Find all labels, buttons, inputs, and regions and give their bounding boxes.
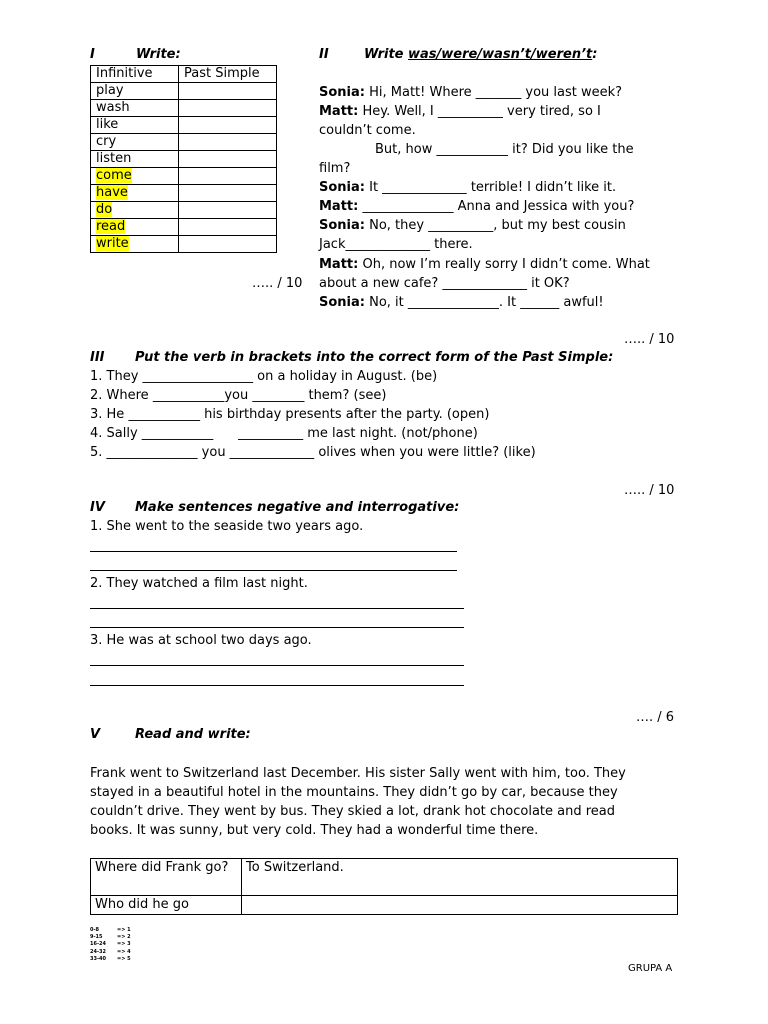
dialogue-line — [319, 179, 616, 196]
grading-range: 16-24 — [90, 941, 106, 948]
verb-infinitive — [91, 151, 179, 168]
verb-infinitive — [91, 202, 179, 219]
verb-infinitive-text: come — [96, 168, 132, 183]
verb-infinitive-text: like — [96, 117, 119, 132]
dialogue-text: But, how ___________ it? Did you like the — [375, 142, 634, 157]
dialogue-speaker: Sonia: — [319, 180, 365, 195]
section4-numeral: IV — [90, 500, 105, 515]
grading-grade: => 2 — [117, 934, 131, 941]
section3-item: 2. Where ___________you ________ them? (see) — [90, 388, 387, 403]
grading-range: 33-40 — [90, 955, 106, 962]
section4-item: 1. She went to the seaside two years ago. — [90, 519, 364, 534]
verb-infinitive — [91, 117, 179, 134]
grading-grade: => 5 — [117, 955, 131, 962]
verb-infinitive — [91, 134, 179, 151]
group-label: GRUPA A — [628, 963, 673, 974]
section3-title: Put the verb in brackets into the correct form of the Past Simple: — [135, 350, 614, 365]
paragraph-line: couldn’t drive. They went by bus. They skied a lot, drank hot chocolate and read — [90, 804, 616, 819]
section1-numeral: I — [90, 47, 95, 62]
dialogue-line — [375, 141, 634, 158]
dialogue-text: Hey. Well, I __________ very tired, so I — [358, 104, 601, 119]
grading-key-row — [90, 949, 131, 956]
dialogue-line — [319, 160, 350, 177]
answer-line[interactable] — [90, 685, 464, 686]
qa-answer[interactable]: To Switzerland. — [242, 859, 678, 896]
verb-past-simple-answer[interactable] — [179, 202, 277, 219]
dialogue-text: Oh, now I’m really sorry I didn’t come. What — [358, 257, 650, 272]
verb-table-row — [91, 100, 277, 117]
section5-numeral: V — [90, 727, 101, 742]
grading-range: 9-15 — [90, 934, 103, 941]
dialogue-text: It _____________ terrible! I didn’t like it. — [364, 180, 617, 195]
section3-item: 1. They _________________ on a holiday in August. (be) — [90, 369, 438, 384]
dialogue-line — [319, 122, 416, 139]
dialogue-line — [319, 236, 473, 253]
dialogue-speaker: Sonia: — [319, 218, 365, 233]
verb-table — [90, 65, 277, 253]
verb-table-row — [91, 202, 277, 219]
answer-line[interactable] — [90, 570, 457, 571]
section3-numeral: III — [90, 350, 105, 365]
dialogue-line — [319, 198, 634, 215]
section2-title-suffix: : — [592, 47, 598, 62]
dialogue-line — [319, 103, 601, 120]
grading-range: 0-8 — [90, 927, 100, 933]
verb-table-row — [91, 219, 277, 236]
verb-table-row — [91, 151, 277, 168]
section1-title: Write: — [136, 47, 181, 62]
dialogue-text: couldn’t come. — [319, 123, 416, 138]
section4-item: 3. He was at school two days ago. — [90, 633, 312, 648]
section4-item: 2. They watched a film last night. — [90, 576, 308, 591]
dialogue-speaker: Sonia: — [319, 295, 365, 310]
dialogue-text: No, it ______________. It ______ awful! — [364, 295, 604, 310]
grading-range: 24-32 — [90, 948, 106, 955]
grading-grade: => 1 — [117, 927, 131, 933]
verb-past-simple-answer[interactable] — [179, 100, 277, 117]
qa-table — [90, 858, 678, 915]
header-infinitive: Infinitive — [91, 66, 179, 83]
verb-infinitive — [91, 185, 179, 202]
section2-numeral: II — [319, 47, 329, 62]
grading-key-row — [90, 934, 131, 941]
dialogue-line — [319, 217, 626, 234]
verb-past-simple-answer[interactable] — [179, 219, 277, 236]
verb-past-simple-answer[interactable] — [179, 117, 277, 134]
verb-infinitive-text: have — [96, 185, 128, 200]
answer-line[interactable] — [90, 665, 464, 666]
dialogue-line — [319, 84, 622, 101]
verb-table-row — [91, 168, 277, 185]
section3-item: 4. Sally ___________ __________ me last night. (not/phone) — [90, 426, 478, 441]
verb-infinitive-text: play — [96, 83, 124, 98]
verb-infinitive — [91, 100, 179, 117]
verb-infinitive-text: do — [96, 202, 113, 217]
dialogue-text: Hi, Matt! Where _______ you last week? — [364, 85, 623, 100]
grading-key-row — [90, 941, 131, 948]
dialogue-text: film? — [319, 161, 351, 176]
dialogue-text: Jack_____________ there. — [319, 237, 473, 252]
dialogue-speaker: Matt: — [319, 257, 359, 272]
grading-key-row — [90, 956, 131, 963]
verb-infinitive — [91, 83, 179, 100]
verb-infinitive — [91, 236, 179, 253]
verb-infinitive — [91, 168, 179, 185]
verb-table-row — [91, 134, 277, 151]
qa-answer[interactable] — [242, 896, 678, 915]
grading-grade: => 4 — [117, 948, 131, 955]
qa-question: Where did Frank go? — [91, 859, 242, 896]
section3-item: 3. He ___________ his birthday presents after the party. (open) — [90, 407, 490, 422]
verb-infinitive-text: read — [96, 219, 126, 234]
verb-table-row — [91, 236, 277, 253]
section1-score: ….. / 10 — [252, 276, 303, 291]
section2-title-underlined: was/were/wasn’t/weren’t — [408, 47, 593, 62]
verb-table-row — [91, 185, 277, 202]
dialogue-text: ______________ Anna and Jessica with you? — [358, 199, 635, 214]
dialogue-line — [319, 275, 570, 292]
qa-row — [91, 896, 678, 915]
verb-past-simple-answer[interactable] — [179, 168, 277, 185]
verb-past-simple-answer[interactable] — [179, 236, 277, 253]
section3-item: 5. ______________ you _____________ olives when you were little? (like) — [90, 445, 536, 460]
verb-infinitive-text: wash — [96, 100, 130, 115]
dialogue-line — [319, 256, 650, 273]
verb-infinitive — [91, 219, 179, 236]
header-past-simple: Past Simple — [179, 66, 277, 83]
answer-line[interactable] — [90, 608, 464, 609]
answer-line[interactable] — [90, 627, 464, 628]
verb-past-simple-answer[interactable] — [179, 134, 277, 151]
paragraph-line: stayed in a beautiful hotel in the mountains. They didn’t go by car, because they — [90, 785, 618, 800]
section2-title — [364, 46, 597, 63]
paragraph-line: books. It was sunny, but very cold. They had a wonderful time there. — [90, 823, 539, 838]
dialogue-speaker: Matt: — [319, 104, 359, 119]
section4-title: Make sentences negative and interrogative: — [135, 500, 460, 515]
dialogue-text: No, they __________, but my best cousin — [364, 218, 626, 233]
dialogue-speaker: Matt: — [319, 199, 359, 214]
dialogue-line — [319, 294, 604, 311]
verb-infinitive-text: cry — [96, 134, 117, 149]
section2-score: ….. / 10 — [624, 332, 675, 347]
grading-key-row — [90, 927, 131, 934]
answer-line[interactable] — [90, 551, 457, 552]
verb-past-simple-answer[interactable] — [179, 83, 277, 100]
verb-table-header — [91, 66, 277, 83]
section4-score: …. / 6 — [636, 710, 675, 725]
qa-row — [91, 859, 678, 896]
dialogue-text: about a new cafe? _____________ it OK? — [319, 276, 570, 291]
grading-key — [90, 927, 131, 963]
paragraph-line: Frank went to Switzerland last December. His sister Sally went with him, too. They — [90, 766, 626, 781]
verb-infinitive-text: listen — [96, 151, 132, 166]
qa-question: Who did he go — [91, 896, 242, 915]
section2-title-prefix: Write — [364, 47, 409, 62]
grading-grade: => 3 — [117, 941, 131, 948]
verb-table-row — [91, 117, 277, 134]
section5-paragraph — [90, 764, 626, 840]
verb-table-row — [91, 83, 277, 100]
verb-past-simple-answer[interactable] — [179, 185, 277, 202]
dialogue-speaker: Sonia: — [319, 85, 365, 100]
verb-infinitive-text: write — [96, 236, 129, 251]
section5-title: Read and write: — [135, 727, 251, 742]
verb-past-simple-answer[interactable] — [179, 151, 277, 168]
section3-score: ….. / 10 — [624, 483, 675, 498]
